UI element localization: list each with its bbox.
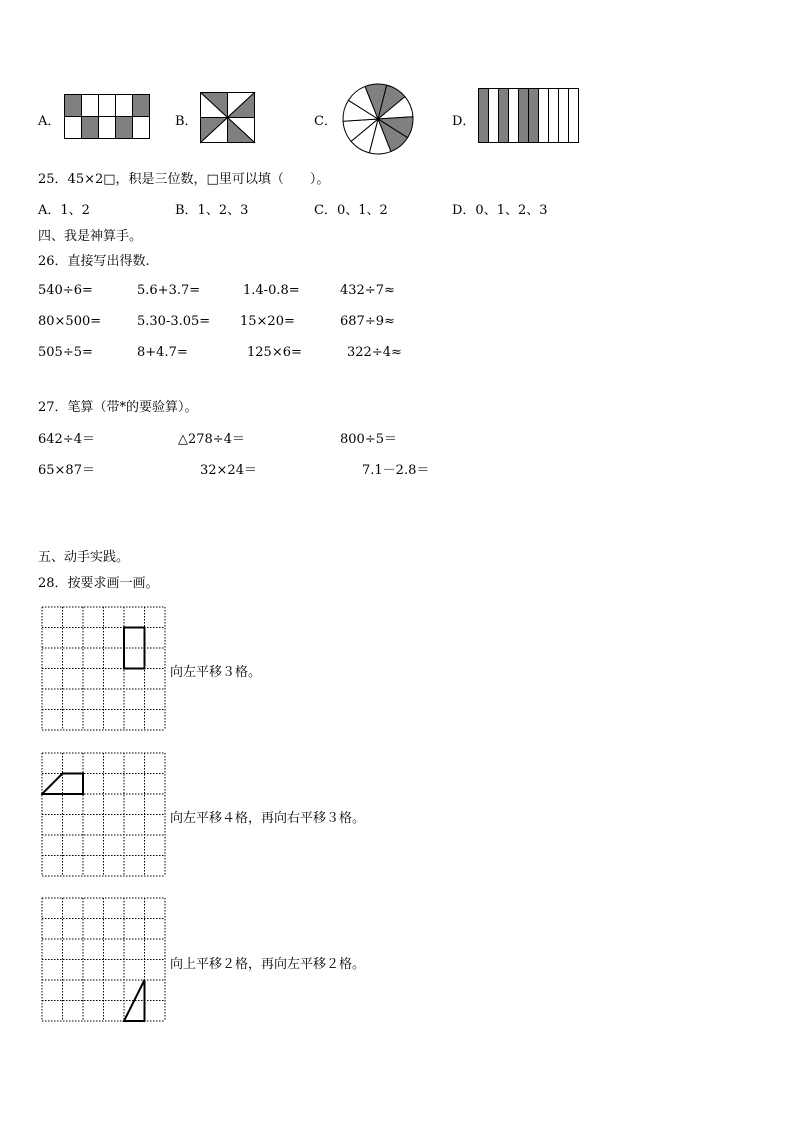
q24-option-a-figure (64, 94, 150, 140)
q26-item: 15×20= (240, 314, 295, 329)
q26-item: 540÷6= (38, 283, 93, 298)
q26-item: 505÷5= (38, 345, 93, 360)
q27-item: 642÷4＝ (38, 432, 95, 447)
q24-option-a-label: A． (38, 114, 61, 129)
q28-grid-2 (41, 752, 167, 878)
q26-item: 5.30-3.05= (137, 314, 211, 329)
q27-item: 32×24＝ (200, 463, 257, 478)
section5-title: 五、动手实践。 (38, 550, 130, 565)
q26-item: 687÷9≈ (340, 314, 395, 329)
q28-grid-3 (41, 897, 167, 1023)
q24-option-d-label: D． (452, 114, 476, 129)
q28-instruction-3: 向上平移２格，再向左平移２格。 (170, 957, 366, 972)
q25-option-b: B．1、2、3 (175, 203, 249, 218)
q26-item: 1.4-0.8= (243, 283, 300, 298)
q27-item: △278÷4＝ (178, 432, 245, 447)
q25-option-a: A．1、2 (38, 203, 90, 218)
q27-item: 800÷5＝ (340, 432, 397, 447)
q27-item: 7.1－2.8＝ (362, 463, 430, 478)
q25-option-c: C．0、1、2 (314, 203, 388, 218)
q28-grid-1 (41, 606, 167, 732)
q25-option-d: D．0、1、2、3 (452, 203, 548, 218)
q27-item: 65×87＝ (38, 463, 95, 478)
q26-item: 8+4.7= (137, 345, 188, 360)
q28-instruction-2: 向左平移４格，再向右平移３格。 (170, 811, 366, 826)
q26-item: 5.6+3.7= (137, 283, 201, 298)
q26-title: 26．直接写出得数. (38, 254, 150, 269)
q24-option-b-figure (200, 92, 256, 144)
section4-title: 四、我是神算手。 (38, 229, 143, 244)
q24-option-d-figure (478, 88, 580, 144)
q27-title: 27．笔算（带*的要验算）。 (38, 400, 198, 415)
q26-item: 125×6= (247, 345, 302, 360)
q24-option-c-figure (341, 82, 415, 156)
q24-option-b-label: B． (175, 114, 198, 129)
q28-title: 28．按要求画一画。 (38, 576, 159, 591)
q25-text: 25．45×2□，积是三位数，□里可以填（ ）。 (38, 172, 330, 187)
q26-item: 322÷4≈ (347, 345, 402, 360)
q26-item: 80×500= (38, 314, 102, 329)
q28-instruction-1: 向左平移３格。 (170, 665, 262, 680)
q26-item: 432÷7≈ (340, 283, 395, 298)
q24-option-c-label: C． (314, 114, 337, 129)
